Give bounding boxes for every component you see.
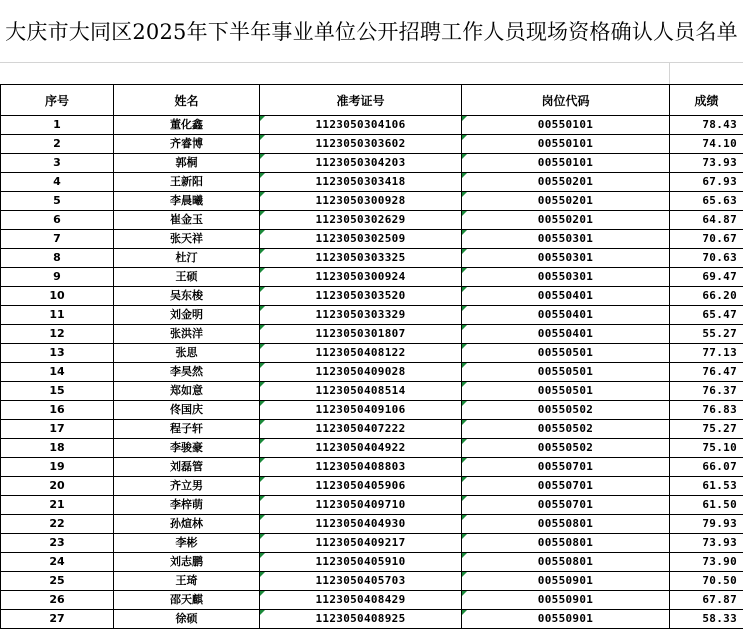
table-row	[1, 116, 743, 135]
cell-score: 67.93	[670, 173, 743, 192]
col-header-index: 序号	[1, 85, 114, 116]
cell-ticket-number: 1123050303329	[260, 306, 462, 325]
table-row	[1, 496, 743, 515]
cell-name: 王硕	[114, 268, 260, 287]
cell-position-code: 00550501	[462, 344, 670, 363]
cell-name: 董化鑫	[114, 116, 260, 135]
cell-index: 27	[1, 610, 114, 629]
cell-ticket-number: 1123050405906	[260, 477, 462, 496]
cell-index: 6	[1, 211, 114, 230]
cell-score: 73.90	[670, 553, 743, 572]
cell-index: 12	[1, 325, 114, 344]
cell-index: 24	[1, 553, 114, 572]
cell-name: 李晨曦	[114, 192, 260, 211]
table-row	[1, 591, 743, 610]
cell-position-code: 00550502	[462, 439, 670, 458]
cell-position-code: 00550501	[462, 382, 670, 401]
cell-score: 66.07	[670, 458, 743, 477]
table-row	[1, 363, 743, 382]
table-row	[1, 325, 743, 344]
cell-position-code: 00550701	[462, 458, 670, 477]
cell-position-code: 00550101	[462, 116, 670, 135]
cell-index: 14	[1, 363, 114, 382]
table-row	[1, 610, 743, 629]
cell-position-code: 00550801	[462, 515, 670, 534]
table-row	[1, 439, 743, 458]
cell-ticket-number: 1123050304106	[260, 116, 462, 135]
cell-position-code: 00550701	[462, 496, 670, 515]
cell-score: 77.13	[670, 344, 743, 363]
cell-name: 徐硕	[114, 610, 260, 629]
cell-position-code: 00550401	[462, 306, 670, 325]
cell-position-code: 00550301	[462, 249, 670, 268]
page-title: 大庆市大同区2025年下半年事业单位公开招聘工作人员现场资格确认人员名单	[0, 0, 743, 62]
cell-index: 26	[1, 591, 114, 610]
cell-index: 8	[1, 249, 114, 268]
cell-ticket-number: 1123050409710	[260, 496, 462, 515]
header-row	[1, 85, 743, 116]
cell-ticket-number: 1123050303418	[260, 173, 462, 192]
cell-index: 5	[1, 192, 114, 211]
cell-position-code: 00550801	[462, 534, 670, 553]
cell-ticket-number: 1123050404930	[260, 515, 462, 534]
cell-score: 78.43	[670, 116, 743, 135]
cell-name: 张思	[114, 344, 260, 363]
cell-score: 70.63	[670, 249, 743, 268]
cell-position-code: 00550301	[462, 268, 670, 287]
table-row	[1, 458, 743, 477]
cell-ticket-number: 1123050404922	[260, 439, 462, 458]
cell-score: 76.47	[670, 363, 743, 382]
cell-index: 20	[1, 477, 114, 496]
cell-position-code: 00550502	[462, 401, 670, 420]
cell-index: 13	[1, 344, 114, 363]
gridline	[0, 62, 743, 63]
cell-score: 79.93	[670, 515, 743, 534]
cell-index: 25	[1, 572, 114, 591]
cell-name: 齐立男	[114, 477, 260, 496]
cell-ticket-number: 1123050408122	[260, 344, 462, 363]
cell-name: 孙煊林	[114, 515, 260, 534]
cell-index: 17	[1, 420, 114, 439]
cell-score: 66.20	[670, 287, 743, 306]
cell-position-code: 00550401	[462, 287, 670, 306]
cell-ticket-number: 1123050409217	[260, 534, 462, 553]
table-row	[1, 287, 743, 306]
cell-index: 11	[1, 306, 114, 325]
cell-position-code: 00550401	[462, 325, 670, 344]
table-row	[1, 268, 743, 287]
cell-name: 崔金玉	[114, 211, 260, 230]
table-row	[1, 515, 743, 534]
cell-name: 吴东梭	[114, 287, 260, 306]
table-row	[1, 230, 743, 249]
cell-score: 73.93	[670, 534, 743, 553]
cell-position-code: 00550901	[462, 572, 670, 591]
cell-score: 73.93	[670, 154, 743, 173]
cell-score: 75.10	[670, 439, 743, 458]
cell-ticket-number: 1123050409028	[260, 363, 462, 382]
cell-score: 74.10	[670, 135, 743, 154]
cell-ticket-number: 1123050301807	[260, 325, 462, 344]
cell-index: 15	[1, 382, 114, 401]
cell-score: 70.67	[670, 230, 743, 249]
cell-name: 王琦	[114, 572, 260, 591]
table-row	[1, 344, 743, 363]
cell-index: 19	[1, 458, 114, 477]
table-row	[1, 382, 743, 401]
cell-name: 郭桐	[114, 154, 260, 173]
cell-position-code: 00550502	[462, 420, 670, 439]
cell-ticket-number: 1123050408803	[260, 458, 462, 477]
table-row	[1, 306, 743, 325]
cell-ticket-number: 1123050408429	[260, 591, 462, 610]
cell-score: 76.37	[670, 382, 743, 401]
cell-ticket-number: 1123050303325	[260, 249, 462, 268]
cell-index: 23	[1, 534, 114, 553]
cell-position-code: 00550101	[462, 135, 670, 154]
cell-name: 程子轩	[114, 420, 260, 439]
cell-name: 张天祥	[114, 230, 260, 249]
cell-index: 3	[1, 154, 114, 173]
cell-name: 李昊然	[114, 363, 260, 382]
cell-position-code: 00550801	[462, 553, 670, 572]
cell-name: 王新阳	[114, 173, 260, 192]
cell-index: 10	[1, 287, 114, 306]
cell-index: 7	[1, 230, 114, 249]
cell-ticket-number: 1123050304203	[260, 154, 462, 173]
table-row	[1, 249, 743, 268]
cell-score: 64.87	[670, 211, 743, 230]
cell-score: 65.47	[670, 306, 743, 325]
cell-index: 22	[1, 515, 114, 534]
cell-ticket-number: 1123050300924	[260, 268, 462, 287]
table-row	[1, 154, 743, 173]
cell-name: 刘志鹏	[114, 553, 260, 572]
col-header-score: 成绩	[670, 85, 743, 116]
cell-position-code: 00550101	[462, 154, 670, 173]
cell-score: 58.33	[670, 610, 743, 629]
col-header-name: 姓名	[114, 85, 260, 116]
cell-name: 刘磊管	[114, 458, 260, 477]
cell-ticket-number: 1123050407222	[260, 420, 462, 439]
cell-index: 21	[1, 496, 114, 515]
cell-position-code: 00550501	[462, 363, 670, 382]
table-row	[1, 420, 743, 439]
cell-name: 张洪洋	[114, 325, 260, 344]
cell-position-code: 00550301	[462, 230, 670, 249]
cell-ticket-number: 1123050405910	[260, 553, 462, 572]
table-row	[1, 135, 743, 154]
cell-name: 郑如意	[114, 382, 260, 401]
cell-index: 2	[1, 135, 114, 154]
cell-score: 70.50	[670, 572, 743, 591]
cell-ticket-number: 1123050303602	[260, 135, 462, 154]
table-row	[1, 173, 743, 192]
table-row	[1, 572, 743, 591]
cell-ticket-number: 1123050409106	[260, 401, 462, 420]
cell-ticket-number: 1123050303520	[260, 287, 462, 306]
cell-score: 61.50	[670, 496, 743, 515]
cell-ticket-number: 1123050408514	[260, 382, 462, 401]
cell-score: 61.53	[670, 477, 743, 496]
cell-ticket-number: 1123050408925	[260, 610, 462, 629]
col-header-ticket: 准考证号	[260, 85, 462, 116]
table-row	[1, 534, 743, 553]
cell-name: 邵天麒	[114, 591, 260, 610]
cell-score: 76.83	[670, 401, 743, 420]
col-header-position-code: 岗位代码	[462, 85, 670, 116]
cell-position-code: 00550701	[462, 477, 670, 496]
table-row	[1, 192, 743, 211]
cell-score: 75.27	[670, 420, 743, 439]
table-body	[1, 116, 743, 629]
cell-name: 佟国庆	[114, 401, 260, 420]
gridline	[669, 62, 670, 84]
table-row	[1, 477, 743, 496]
cell-ticket-number: 1123050300928	[260, 192, 462, 211]
cell-name: 杜汀	[114, 249, 260, 268]
cell-score: 69.47	[670, 268, 743, 287]
cell-ticket-number: 1123050405703	[260, 572, 462, 591]
candidate-table	[0, 84, 743, 629]
cell-name: 刘金明	[114, 306, 260, 325]
cell-ticket-number: 1123050302629	[260, 211, 462, 230]
table-row	[1, 553, 743, 572]
cell-position-code: 00550201	[462, 173, 670, 192]
cell-index: 4	[1, 173, 114, 192]
cell-ticket-number: 1123050302509	[260, 230, 462, 249]
cell-score: 55.27	[670, 325, 743, 344]
cell-position-code: 00550201	[462, 211, 670, 230]
table-row	[1, 401, 743, 420]
cell-index: 9	[1, 268, 114, 287]
cell-index: 18	[1, 439, 114, 458]
table-row	[1, 211, 743, 230]
cell-name: 李骏豪	[114, 439, 260, 458]
cell-score: 65.63	[670, 192, 743, 211]
cell-name: 李梓萌	[114, 496, 260, 515]
cell-position-code: 00550901	[462, 591, 670, 610]
cell-position-code: 00550901	[462, 610, 670, 629]
cell-name: 李彬	[114, 534, 260, 553]
cell-position-code: 00550201	[462, 192, 670, 211]
cell-score: 67.87	[670, 591, 743, 610]
cell-name: 齐睿博	[114, 135, 260, 154]
cell-index: 1	[1, 116, 114, 135]
cell-index: 16	[1, 401, 114, 420]
